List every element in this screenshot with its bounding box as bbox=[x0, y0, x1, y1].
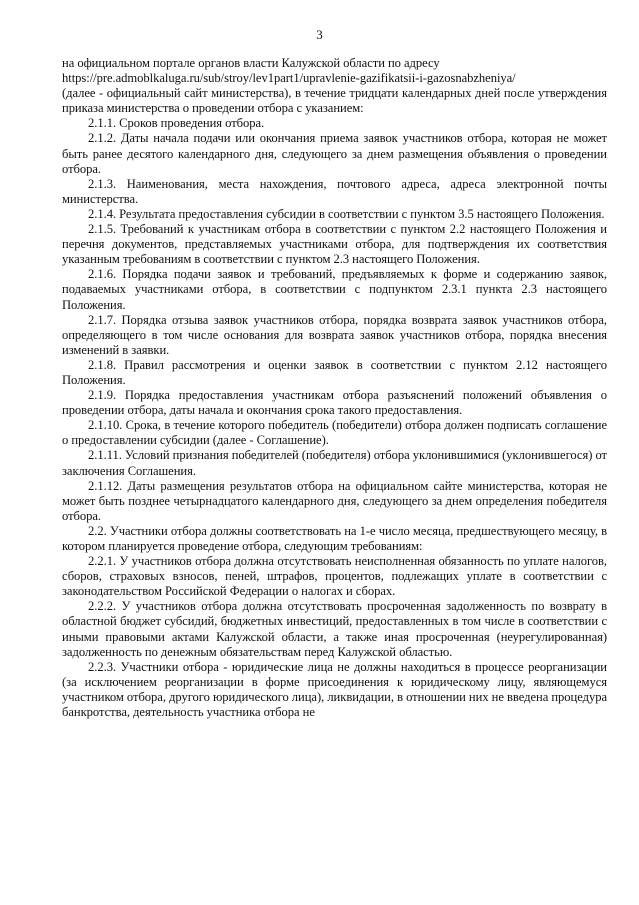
document-body bbox=[62, 56, 607, 720]
page-number: 3 bbox=[316, 27, 323, 42]
paragraph-2-1-6: 2.1.6. Порядка подачи заявок и требований, предъявляемых к форме и содержанию заявок, подаваемых участниками отбора, в соответствии с подпунктом 2.3.1 пункта 2.3 настоящего Положения. bbox=[62, 267, 607, 312]
paragraph-2-1-9: 2.1.9. Порядка предоставления участникам отбора разъяснений положений объявления о проведении отбора, даты начала и окончания срока такого предоставления. bbox=[62, 388, 607, 418]
paragraph-2-2: 2.2. Участники отбора должны соответствовать на 1-е число месяца, предшествующего месяцу, в котором планируется проведение отбора, следующим требованиям: bbox=[62, 523, 607, 553]
paragraph-2-1-1: 2.1.1. Сроков проведения отбора. bbox=[88, 116, 265, 131]
paragraph-2-1-3: 2.1.3. Наименования, места нахождения, почтового адреса, адреса электронной почты министерства. bbox=[62, 176, 607, 206]
paragraph-2-1-2: 2.1.2. Даты начала подачи или окончания приема заявок участников отбора, которая не может быть ранее десятого календарного дня, следующего за днем размещения объявления о проведении отбора. bbox=[62, 131, 607, 176]
paragraph-2-1-10: 2.1.10. Срока, в течение которого победитель (победители) отбора должен подписать соглашение о предоставлении субсидии (далее - Соглашение). bbox=[62, 418, 607, 448]
paragraph-2-1-8: 2.1.8. Правил рассмотрения и оценки заявок в соответствии с пунктом 2.12 настоящего Положения. bbox=[62, 357, 607, 387]
paragraph-2-1-4: 2.1.4. Результата предоставления субсидии в соответствии с пунктом 3.5 настоящего Положения. bbox=[88, 206, 605, 221]
paragraph-2-1-12: 2.1.12. Даты размещения результатов отбора на официальном сайте министерства, которая не может быть позднее четырнадцатого календарного дня, следующего за днем определения победителя отбора. bbox=[62, 478, 607, 523]
paragraph-2-1-5: 2.1.5. Требований к участникам отбора в соответствии с пунктом 2.2 настоящего Положения и перечня документов, представляемых участниками отбора, для подтверждения их соответствия указанным требованиям в соответствии с пунктом 2.3 настоящего Положения. bbox=[62, 222, 607, 267]
paragraph-intro: на официальном портале органов власти Калужской области по адресу bbox=[62, 56, 440, 70]
paragraph-2-1-7: 2.1.7. Порядка отзыва заявок участников отбора, порядка возврата заявок участников отбора, определяющего в том числе основания для возврата заявок участников отбора, порядка внесения изменений в заявки. bbox=[62, 312, 607, 357]
paragraph-2-2-1: 2.2.1. У участников отбора должна отсутствовать неисполненная обязанность по уплате налогов, сборов, страховых взносов, пеней, штрафов, процентов, подлежащих уплате в соответствии с законодательством Российской Федерации о налогах и сборах. bbox=[62, 554, 607, 599]
paragraph-2-1-11: 2.1.11. Условий признания победителей (победителя) отбора уклонившимися (уклонившегося) от заключения Соглашения. bbox=[62, 448, 607, 478]
source-url-link[interactable]: https://pre.admoblkaluga.ru/sub/stroy/lev1part1/upravlenie-gazifikatsii-i-gazosnabzheniya/ bbox=[62, 71, 516, 86]
paragraph-2-2-2: 2.2.2. У участников отбора должна отсутствовать просроченная задолженность по возврату в областной бюджет субсидий, бюджетных инвестиций, предоставленных в том числе в соответствии с иными правовыми актами Калужской области, а также иная просроченная (неурегулированная) задолженность по денежным обязательствам перед Калужской областью. bbox=[62, 599, 607, 659]
paragraph-2-2-3: 2.2.3. Участники отбора - юридические лица не должны находиться в процессе реорганизации (за исключением реорганизации в форме присоединения к юридическому лицу, являющемуся участником отбора, другого юридического лица), ликвидации, в отношении них не введена процедура банкротства, деятельность участника отбора не bbox=[62, 659, 607, 720]
paragraph-intro-cont: (далее - официальный сайт министерства), в течение тридцати календарных дней после утверждения приказа министерства о проведении отбора с указанием: bbox=[62, 86, 607, 116]
